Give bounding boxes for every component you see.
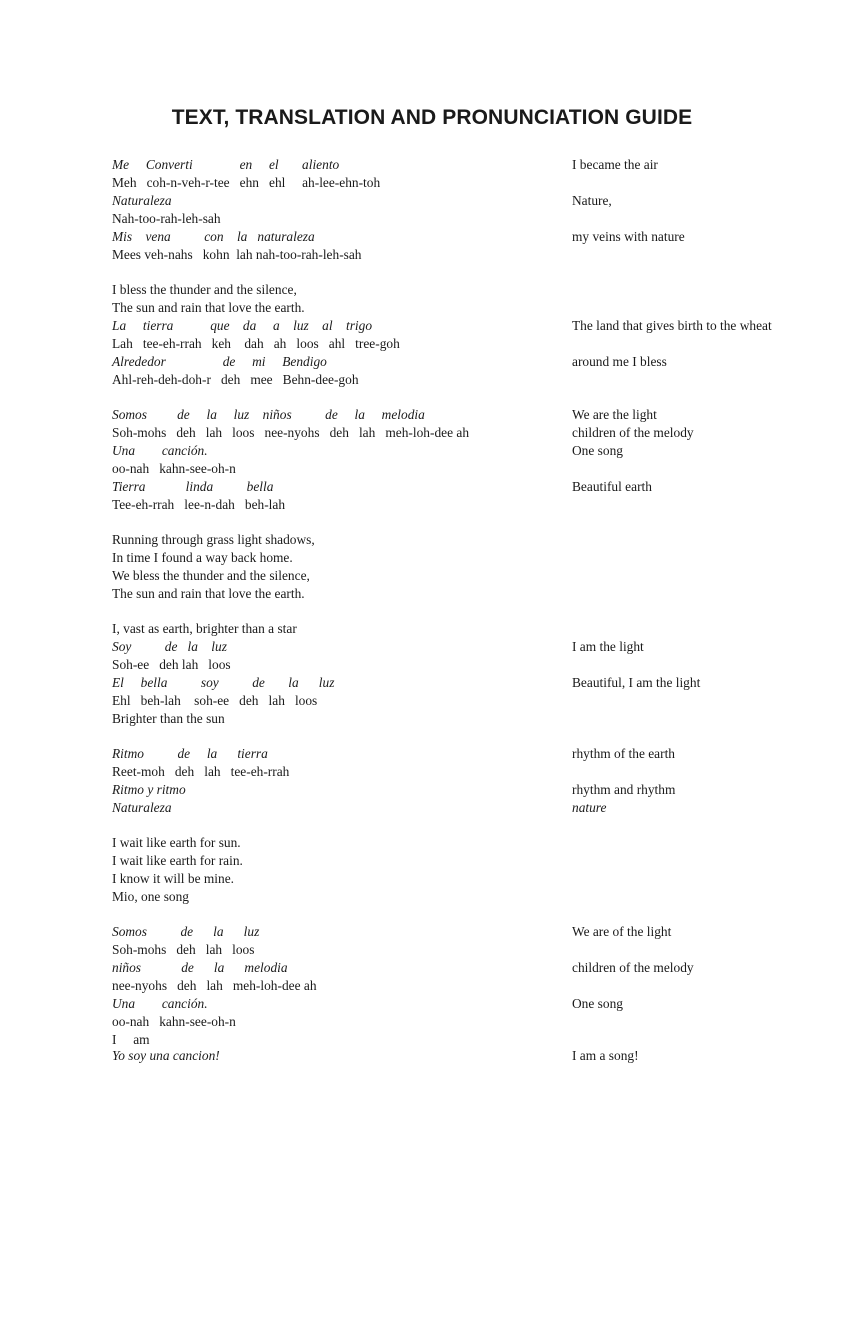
lyric-line: The sun and rain that love the earth. [112, 300, 305, 315]
lyric-line: Reet-moh deh lah tee-eh-rrah [112, 764, 290, 779]
lyric-line: Una canción. [112, 996, 208, 1011]
translation-line: nature [572, 800, 607, 815]
lyric-line: I wait like earth for sun. [112, 835, 241, 850]
lyric-line: I am [112, 1032, 150, 1047]
lyric-line: Ehl beh-lah soh-ee deh lah loos [112, 693, 318, 708]
lyric-line: Naturaleza [112, 193, 172, 208]
translation-line: We are the light [572, 407, 657, 422]
lyric-line: oo-nah kahn-see-oh-n [112, 1014, 236, 1029]
lyric-line: Alrededor de mi Bendigo [112, 354, 327, 369]
translation-line: around me I bless [572, 354, 667, 369]
lyric-line: Tierra linda bella [112, 479, 274, 494]
lyric-line: Running through grass light shadows, [112, 532, 315, 547]
translation-line: Beautiful earth [572, 479, 652, 494]
lyric-line: oo-nah kahn-see-oh-n [112, 461, 236, 476]
translation-line: Nature, [572, 193, 612, 208]
lyric-line: Una canción. [112, 443, 208, 458]
page-title: TEXT, TRANSLATION AND PRONUNCIATION GUIDE [171, 106, 693, 129]
lyric-line: Somos de la luz niños de la melodia [112, 407, 425, 422]
lyric-line: Me Converti en el aliento [112, 157, 340, 172]
translation-line: my veins with nature [572, 229, 685, 244]
lyric-line: Nah-too-rah-leh-sah [112, 211, 221, 226]
lyric-line: Brighter than the sun [112, 711, 225, 726]
lyric-line: I, vast as earth, brighter than a star [112, 621, 297, 636]
translation-line: Beautiful, I am the light [572, 675, 701, 690]
lyric-line: Yo soy una cancion! [112, 1048, 220, 1063]
lyric-line: I wait like earth for rain. [112, 853, 243, 868]
lyric-line: I bless the thunder and the silence, [112, 282, 297, 297]
lyric-line: La tierra que da a luz al trigo [112, 318, 373, 333]
lyric-line: The sun and rain that love the earth. [112, 586, 305, 601]
translation-line: rhythm and rhythm [572, 782, 676, 797]
lyric-line: Soh-ee deh lah loos [112, 657, 231, 672]
lyric-line: Mees veh-nahs kohn lah nah-too-rah-leh-sah [112, 247, 362, 262]
translation-line: We are of the light [572, 924, 672, 939]
lyric-line: In time I found a way back home. [112, 550, 293, 565]
translation-line: I am a song! [572, 1048, 639, 1063]
lyric-line: Somos de la luz [112, 924, 260, 939]
lyric-line: Soy de la luz [112, 639, 227, 654]
lyric-line: El bella soy de la luz [112, 675, 335, 690]
translation-line: rhythm of the earth [572, 746, 675, 761]
translation-line: I am the light [572, 639, 644, 654]
lyric-line: Lah tee-eh-rrah keh dah ah loos ahl tree-goh [112, 336, 400, 351]
lyric-line: Naturaleza [112, 800, 172, 815]
lyric-line: Ritmo de la tierra [112, 746, 268, 761]
translation-line: children of the melody [572, 960, 694, 975]
lyric-line: We bless the thunder and the silence, [112, 568, 310, 583]
lyric-line: Tee-eh-rrah lee-n-dah beh-lah [112, 497, 286, 512]
lyric-line: Soh-mohs deh lah loos nee-nyohs deh lah meh-loh-dee ah [112, 425, 470, 440]
lyric-line: niños de la melodia [112, 960, 288, 975]
lyric-line: Soh-mohs deh lah loos [112, 942, 255, 957]
translation-line: I became the air [572, 157, 658, 172]
lyric-line: Mis vena con la naturaleza [112, 229, 315, 244]
lyric-line: Ritmo y ritmo [112, 782, 186, 797]
translation-line: One song [572, 996, 623, 1011]
translation-line: children of the melody [572, 425, 694, 440]
lyric-line: I know it will be mine. [112, 871, 234, 886]
translation-line: The land that gives birth to the wheat [572, 318, 772, 333]
translation-line: One song [572, 443, 623, 458]
lyric-line: nee-nyohs deh lah meh-loh-dee ah [112, 978, 317, 993]
lyric-line: Mio, one song [112, 889, 189, 904]
lyric-line: Meh coh-n-veh-r-tee ehn ehl ah-lee-ehn-toh [112, 175, 381, 190]
lyric-line: Ahl-reh-deh-doh-r deh mee Behn-dee-goh [112, 372, 359, 387]
